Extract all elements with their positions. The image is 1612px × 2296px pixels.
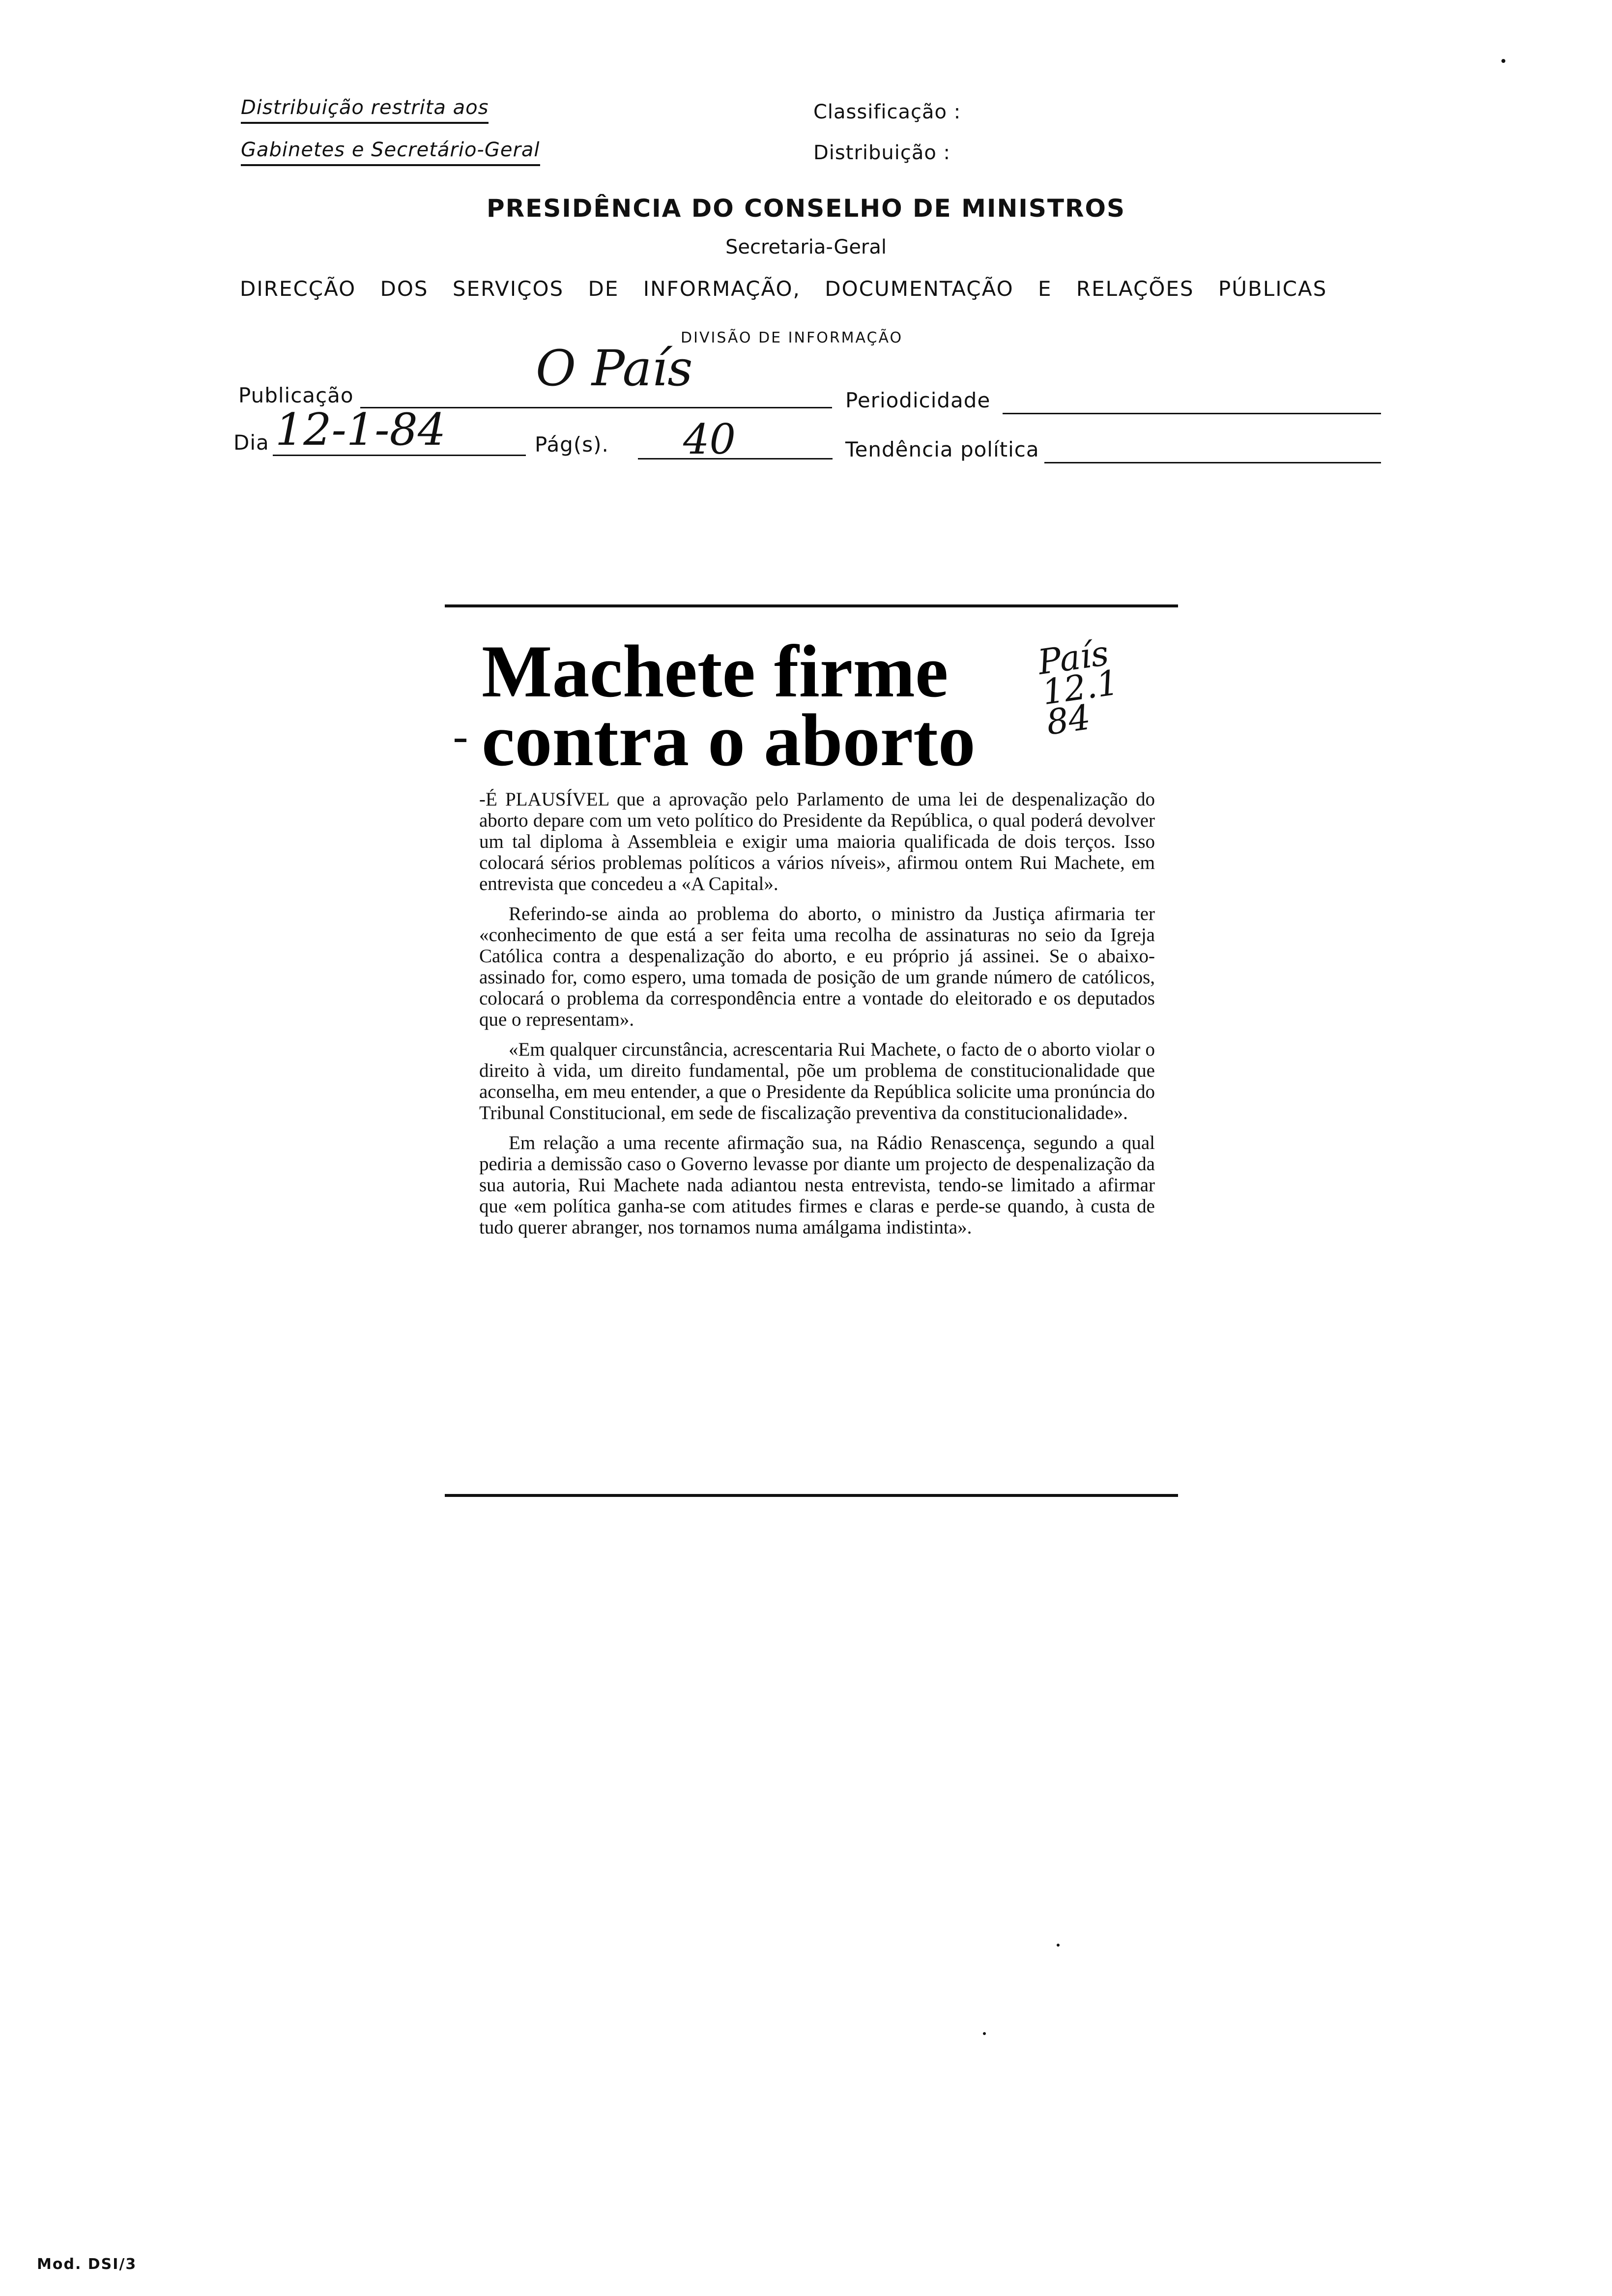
article-body [479,789,1155,1247]
tendencia-label: Tendência política [845,437,1039,461]
article-paragraph-1: -É PLAUSÍVEL que a aprovação pelo Parlamento de uma lei de despenalização do aborto depare com um veto político do Presidente da República, o qual poderá devolver um tal diploma à Assembleia e exigir uma maioria qualificada de dois terços. Isso colocará sérios problemas políticos a vários níveis», afirmou ontem Rui Machete, em entrevista que concedeu a «A Capital». [479,789,1155,894]
tendencia-line [1044,462,1381,463]
headline-line-2: contra o aborto [482,699,976,781]
headline-dash [455,739,466,742]
periodicidade-label: Periodicidade [845,388,991,412]
pags-handwritten: 40 [683,415,736,463]
dia-label: Dia [233,430,269,455]
pags-label: Pág(s). [535,432,609,457]
newspaper-clipping [445,602,1178,1499]
dia-handwritten: 12-1-84 [275,404,446,456]
article-paragraph-4: Em relação a uma recente afirmação sua, na Rádio Renascença, segundo a qual pediria a demissão caso o Governo levasse por diante um projecto de despenalização da sua autoria, Rui Machete nada adiantou nesta entrevista, tendo-se limitado a afirmar que «em política ganha-se com atitudes firmes e claras e perde-se quando, à custa de tudo querer abranger, nos tornamos numa amálgama indistinta». [479,1132,1155,1238]
distribution-line-2: Gabinetes e Secretário-Geral [241,139,540,166]
page-title: PRESIDÊNCIA DO CONSELHO DE MINISTROS [486,194,1126,223]
publicacao-handwritten: O País [536,340,693,397]
distribution-line-1: Distribuição restrita aos [241,96,489,124]
scan-speck [983,2032,986,2035]
clipping-bottom-rule [445,1494,1178,1497]
scan-speck [1501,59,1505,63]
clipping-top-rule [445,604,1178,607]
distribution-label: Distribuição : [813,142,951,164]
classification-label: Classificação : [813,101,961,123]
periodicidade-line [1003,413,1381,414]
direction-title: DIRECÇÃO DOS SERVIÇOS DE INFORMAÇÃO, DOCUMENTAÇÃO E RELAÇÕES PÚBLICAS [240,277,1327,301]
margin-note: País 12.1 84 [1035,632,1122,743]
page-subtitle: Secretaria-Geral [725,236,887,258]
article-paragraph-3: «Em qualquer circunstância, acrescentaria Rui Machete, o facto de o aborto violar o direito à vida, um direito fundamental, põe um problema de constitucionalidade que aconselha, em meu entender, a que o Presidente da República solicite uma pronúncia do Tribunal Constitucional, em sede de fiscalização preventiva da constitucionalidade». [479,1039,1155,1123]
headline-line-1: Machete firme [482,630,949,713]
scan-speck [1057,1944,1060,1947]
division-title: DIVISÃO DE INFORMAÇÃO [681,329,903,346]
publicacao-label: Publicação [238,383,354,407]
form-code: Mod. DSI/3 [37,2256,137,2273]
article-paragraph-2: Referindo-se ainda ao problema do aborto, o ministro da Justiça afirmaria ter «conhecimento de que está a ser feita uma recolha de assinaturas no seio da Igreja Católica contra a despenalização do aborto, e eu próprio já assinei. Se o abaixo-assinado for, como espero, uma tomada de posição de um grande número de católicos, colocará o problema da correspondência entre a vontade do eleitorado e os deputados que o representam». [479,903,1155,1030]
